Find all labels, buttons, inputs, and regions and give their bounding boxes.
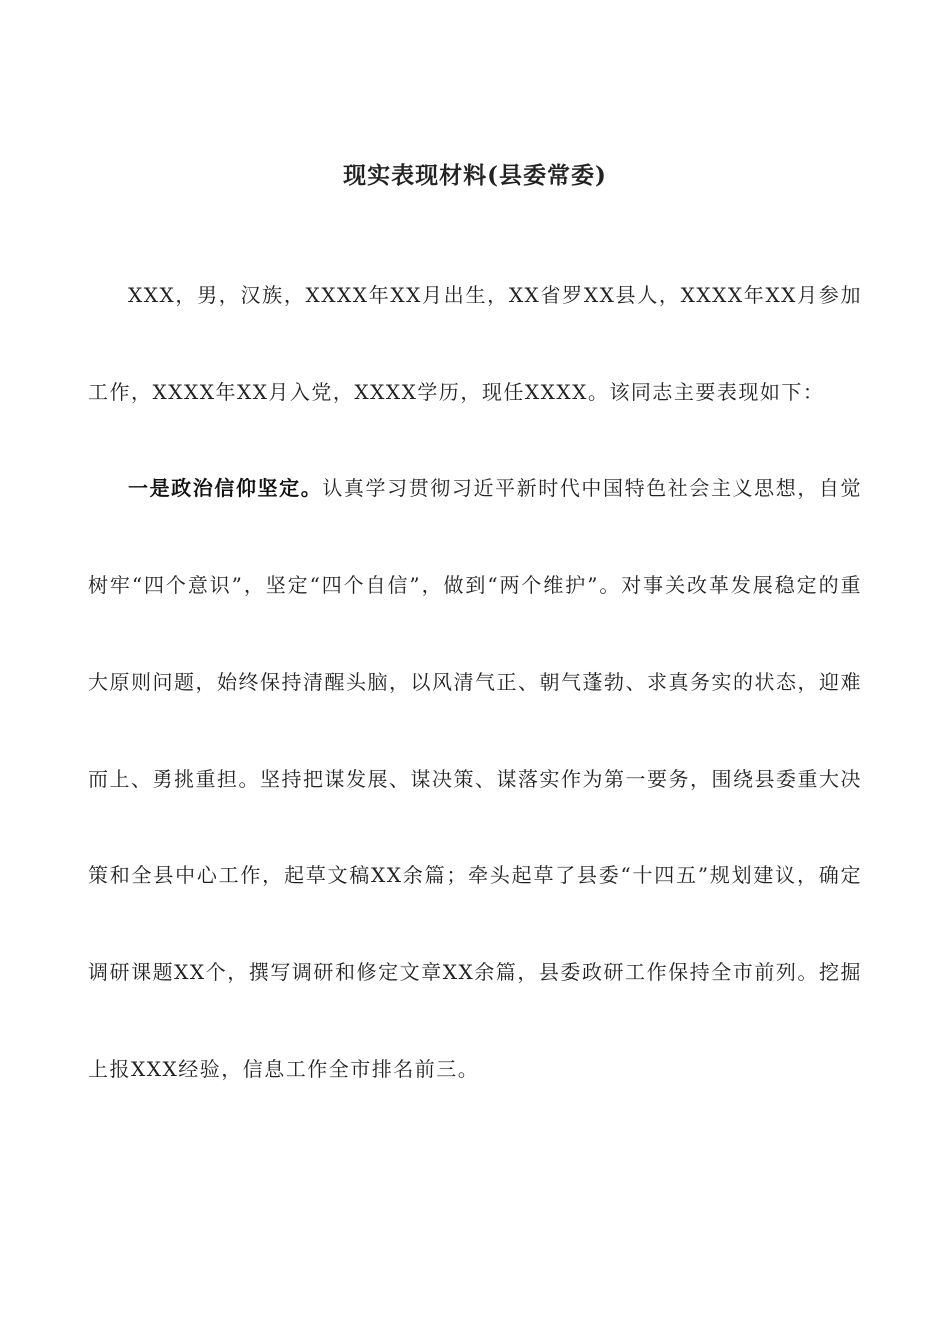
section-1-lead: 一是政治信仰坚定。 (128, 476, 323, 501)
section-1-body: 认真学习贯彻习近平新时代中国特色社会主义思想，自觉树牢“四个意识”，坚定“四个自信”，做到“两个维护”。对事关改革发展稳定的重大原则问题，始终保持清醒头脑，以风清气正、朝气蓬勃、求真务实的状态，迎难而上、勇挑重担。坚持把谋发展、谋决策、谋落实作为第一要务，围绕县委重大决策和全县中心工作，起草文稿XX余篇；牵头起草了县委“十四五”规划建议，确定调研课题XX个，撰写调研和修定文章XX余篇，县委政研工作保持全市前列。挖掘上报XXX经验，信息工作全市排名前三。 (88, 476, 863, 1081)
document-title: 现实表现材料(县委常委) (343, 162, 607, 189)
intro-paragraph: XXX，男，汉族，XXXX年XX月出生，XX省罗XX县人，XXXX年XX月参加工作，XXXX年XX月入党，XXXX学历，现任XXXX。该同志主要表现如下： (88, 283, 862, 404)
document-body (88, 247, 862, 1117)
section-1-paragraph (88, 440, 862, 1117)
